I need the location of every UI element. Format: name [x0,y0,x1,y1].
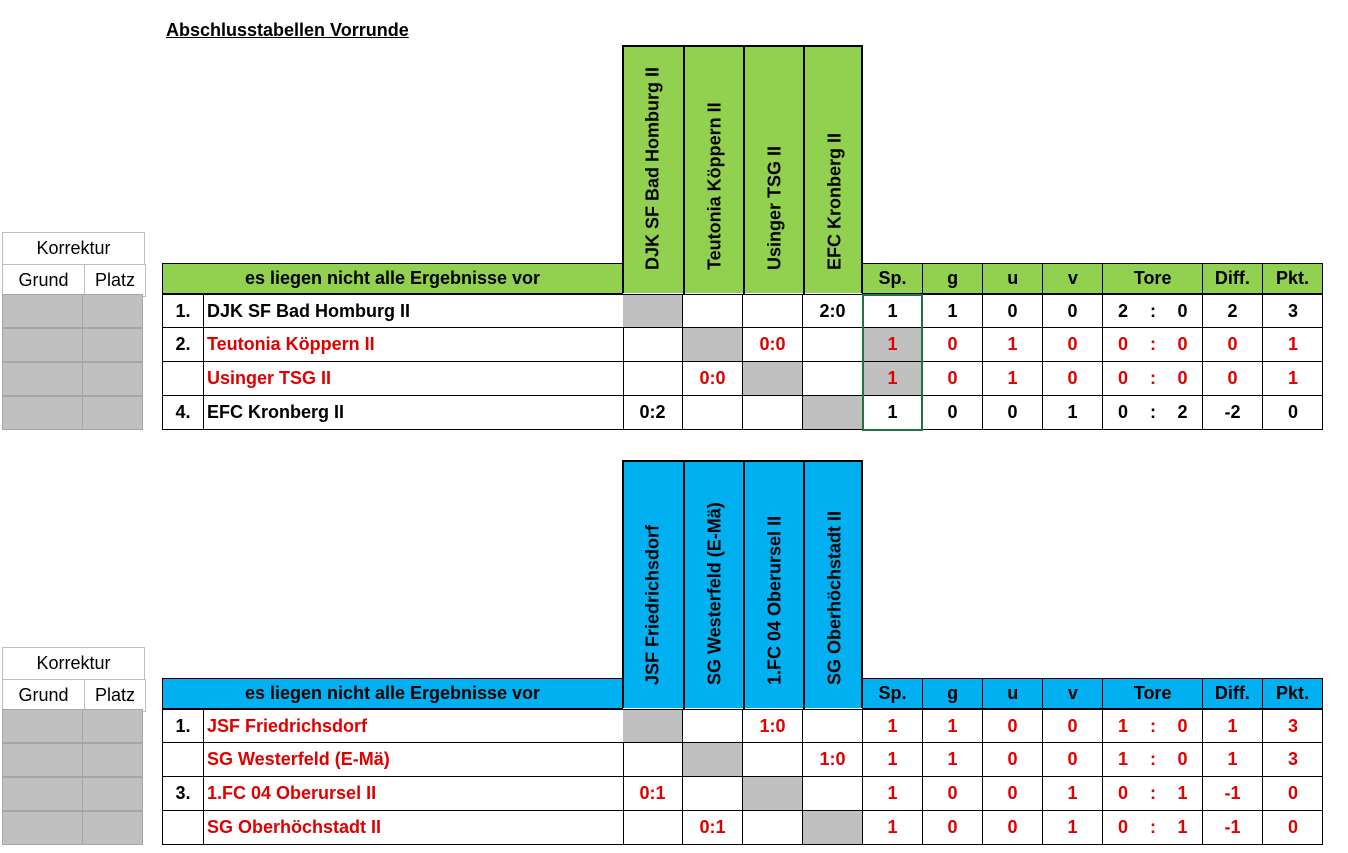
stat-tore-against: 1 [1163,811,1203,844]
korrektur-grund-cell[interactable] [2,777,83,811]
result-cell [803,328,863,361]
stat-v: 0 [1043,362,1103,395]
team-name: Usinger TSG II [203,362,624,395]
korrektur-grund-label: Grund [2,264,85,297]
stat-tore-against: 2 [1163,396,1203,429]
result-cell [743,396,803,429]
korrektur-box-group-2 [2,647,146,712]
result-cell [683,777,743,810]
stat-v: 1 [1043,777,1103,810]
stat-pkt: 3 [1287,749,1298,769]
stat-diff: -2 [1203,396,1263,429]
korrektur-platz-cell[interactable] [82,328,143,362]
stat-sp: 1 [863,328,923,361]
stats-header-group-2 [862,678,1323,709]
stat-diff: 2 [1203,295,1263,327]
stat-tore-for: 0 [1117,402,1128,422]
stat-tore-sep: : [1150,817,1156,837]
result-cell: 0:0 [683,362,743,395]
korrektur-box-group-1 [2,232,146,297]
team-name: SG Westerfeld (E-Mä) [203,743,624,776]
stat-sp: 1 [863,396,923,429]
korrektur-grund-cell[interactable] [2,362,83,396]
team-name: DJK SF Bad Homburg II [203,295,624,327]
blocked-cell [623,710,683,742]
stat-tore-for: 0 [1117,783,1128,803]
stat-tore-sep: : [1150,749,1156,769]
rank-cell: 4. [163,396,204,429]
stat-v: 0 [1043,295,1103,327]
status-message: es liegen nicht alle Ergebnisse vor [162,678,623,709]
stat-tore-sep: : [1150,715,1156,736]
stat-v: 0 [1043,743,1103,776]
col-v: v [1042,679,1102,708]
result-cell: 0:1 [623,777,683,810]
stat-sp: 1 [863,811,923,844]
korrektur-grund-cell[interactable] [2,328,83,362]
korrektur-platz-cell[interactable] [82,294,143,328]
rank-cell: 1. [163,710,204,742]
team-header-group-2 [622,460,863,708]
stat-u: 0 [983,710,1043,742]
stat-tore-against: 0 [1163,328,1203,361]
rank-cell: 1. [163,295,204,327]
team-header-cell: 1.FC 04 Oberursel II [743,460,804,710]
team-name: SG Oberhöchstadt II [203,811,624,844]
stat-u: 0 [983,811,1043,844]
stat-sp: 1 [863,777,923,810]
stat-tore-against: 0 [1163,710,1203,742]
stat-g: 0 [923,362,983,395]
result-cell [803,710,863,742]
stat-tore-for: 0 [1117,368,1128,388]
korrektur-platz-cell[interactable] [82,743,143,777]
stat-pkt: 1 [1287,368,1298,388]
team-header-cell: Teutonia Köppern II [683,45,744,295]
stat-g: 0 [923,396,983,429]
result-cell [683,710,743,742]
blocked-cell [683,328,743,361]
result-cell [623,811,683,844]
stat-tore-for: 2 [1117,300,1128,321]
stats-header-group-1 [862,263,1323,294]
stat-sp: 1 [863,362,923,395]
rank-cell [163,362,204,395]
col-pkt: Pkt. [1262,679,1322,708]
blocked-cell [803,396,863,429]
stat-tore-against: 0 [1163,295,1203,327]
col-sp: Sp. [878,268,907,288]
stat-u: 0 [983,777,1043,810]
rank-cell: 2. [163,328,204,361]
stat-v: 1 [1043,396,1103,429]
stat-g: 1 [923,710,983,742]
korrektur-grund-cell[interactable] [2,294,83,328]
team-name: Teutonia Köppern II [203,328,624,361]
stat-pkt: 3 [1287,300,1298,321]
result-cell: 0:2 [623,396,683,429]
blocked-cell [803,811,863,844]
rank-cell: 3. [163,777,204,810]
rank-cell [163,743,204,776]
rank-cell [163,811,204,844]
stat-u: 1 [983,328,1043,361]
stat-pkt: 3 [1287,715,1298,736]
stat-tore-sep: : [1150,334,1156,354]
col-diff: Diff. [1202,264,1262,293]
result-cell [623,743,683,776]
result-cell [623,362,683,395]
korrektur-platz-cell[interactable] [82,709,143,743]
team-name: EFC Kronberg II [203,396,624,429]
stat-diff: 1 [1203,710,1263,742]
result-cell [743,295,803,327]
team-header-cell: SG Oberhöchstadt II [803,460,865,710]
stat-u: 0 [983,396,1043,429]
stat-tore-against: 1 [1163,777,1203,810]
korrektur-grund-label: Grund [2,679,85,712]
blocked-cell [683,743,743,776]
result-cell: 0:0 [743,328,803,361]
table-row [162,709,1323,743]
stat-tore-sep: : [1150,402,1156,422]
result-cell [743,811,803,844]
status-message: es liegen nicht alle Ergebnisse vor [162,263,623,294]
stat-sp: 1 [863,743,923,776]
korrektur-platz-label: Platz [85,264,146,297]
stat-diff: -1 [1203,777,1263,810]
col-diff: Diff. [1202,679,1262,708]
stat-g: 1 [923,743,983,776]
team-header-group-1 [622,45,863,293]
page-title: Abschlusstabellen Vorrunde [166,20,409,40]
korrektur-grund-cell[interactable] [2,396,83,430]
korrektur-grund-cell[interactable] [2,811,83,845]
stat-tore-for: 1 [1117,749,1128,769]
korrektur-platz-cell[interactable] [82,811,143,845]
result-cell [743,743,803,776]
col-g: g [922,264,982,293]
stat-tore-for: 0 [1117,817,1128,837]
table-row [162,362,1323,396]
col-pkt: Pkt. [1262,264,1322,293]
stat-g: 0 [923,811,983,844]
stat-pkt: 1 [1287,334,1298,354]
stat-sp: 1 [863,710,923,742]
korrektur-grund-cell[interactable] [2,709,83,743]
result-cell [683,295,743,327]
stat-tore-against: 0 [1163,362,1203,395]
col-u: u [982,264,1042,293]
blocked-cell [743,362,803,395]
stat-diff: 0 [1203,328,1263,361]
result-cell [683,396,743,429]
result-cell [803,362,863,395]
result-cell [803,777,863,810]
result-cell: 1:0 [803,743,863,776]
stat-sp: 1 [863,295,923,327]
stat-tore-sep: : [1150,300,1156,321]
stat-pkt: 0 [1287,817,1298,837]
col-tore: Tore [1102,679,1201,708]
stat-g: 0 [923,777,983,810]
korrektur-grund-cell[interactable] [2,743,83,777]
korrektur-platz-cell[interactable] [82,777,143,811]
stat-g: 1 [923,295,983,327]
stat-tore-sep: : [1150,368,1156,388]
stat-g: 0 [923,328,983,361]
stat-tore-sep: : [1150,783,1156,803]
stat-diff: 1 [1203,743,1263,776]
korrektur-label: Korrektur [2,647,145,679]
col-v: v [1042,264,1102,293]
team-header-cell: DJK SF Bad Homburg II [642,66,662,270]
result-cell: 0:1 [683,811,743,844]
stat-tore-for: 1 [1117,715,1128,736]
team-header-cell: SG Westerfeld (E-Mä) [683,460,744,710]
stat-pkt: 0 [1287,783,1298,803]
stat-v: 0 [1043,328,1103,361]
blocked-cell [743,777,803,810]
team-header-cell: JSF Friedrichsdorf [642,524,662,685]
col-g: g [922,679,982,708]
col-sp: Sp. [878,683,907,703]
table-row [162,777,1323,811]
table-row [162,294,1323,328]
result-cell [623,328,683,361]
stat-v: 0 [1043,710,1103,742]
korrektur-label: Korrektur [2,232,145,264]
result-cell: 1:0 [743,710,803,742]
korrektur-platz-cell[interactable] [82,396,143,430]
stat-diff: 0 [1203,362,1263,395]
stat-u: 0 [983,295,1043,327]
stat-u: 0 [983,743,1043,776]
table-row [162,396,1323,430]
korrektur-platz-cell[interactable] [82,362,143,396]
stat-diff: -1 [1203,811,1263,844]
table-row [162,743,1323,777]
stat-v: 1 [1043,811,1103,844]
result-cell: 2:0 [803,295,863,327]
blocked-cell [623,295,683,327]
stat-tore-against: 0 [1163,743,1203,776]
table-row [162,811,1323,845]
team-name: 1.FC 04 Oberursel II [203,777,624,810]
stat-tore-for: 0 [1117,334,1128,354]
stat-pkt: 0 [1287,402,1298,422]
col-tore: Tore [1102,264,1201,293]
col-u: u [982,679,1042,708]
stat-u: 1 [983,362,1043,395]
table-row [162,328,1323,362]
team-name: JSF Friedrichsdorf [203,710,624,742]
team-header-cell: EFC Kronberg II [803,45,865,295]
korrektur-platz-label: Platz [85,679,146,712]
team-header-cell: Usinger TSG II [743,45,804,295]
